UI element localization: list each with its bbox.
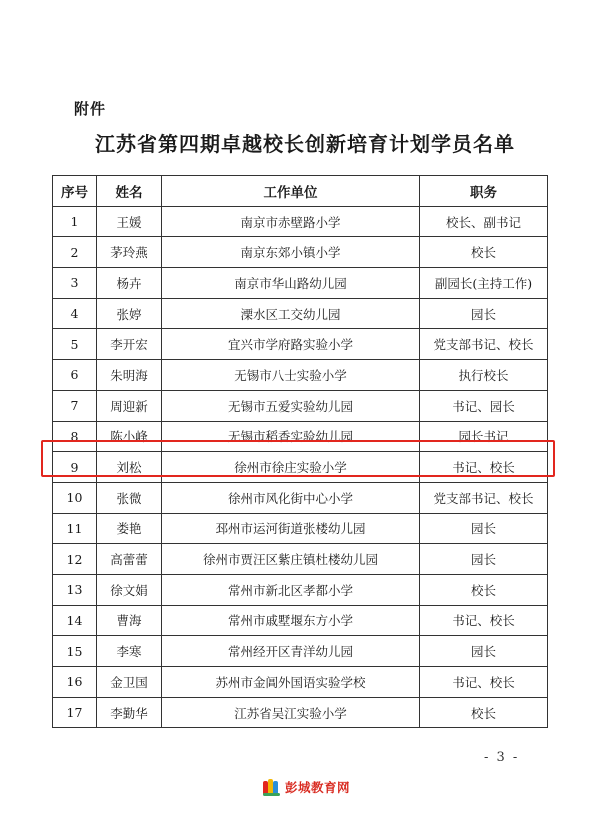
table-row <box>53 636 548 667</box>
column-header-post: 职务 <box>420 176 548 207</box>
cell-post: 副园长(主持工作) <box>420 268 548 299</box>
cell-no: 10 <box>53 482 97 513</box>
cell-name: 刘松 <box>97 452 162 483</box>
table-row <box>53 697 548 728</box>
cell-no: 16 <box>53 667 97 698</box>
cell-post: 书记、校长 <box>420 605 548 636</box>
table-row <box>53 268 548 299</box>
cell-unit: 徐州市风化街中心小学 <box>162 482 420 513</box>
cell-name: 金卫国 <box>97 667 162 698</box>
cell-name: 徐文娟 <box>97 574 162 605</box>
cell-post: 书记、园长 <box>420 390 548 421</box>
cell-name: 张婷 <box>97 298 162 329</box>
cell-unit: 徐州市徐庄实验小学 <box>162 452 420 483</box>
table-row <box>53 360 548 391</box>
cell-no: 14 <box>53 605 97 636</box>
cell-unit: 无锡市五爱实验幼儿园 <box>162 390 420 421</box>
cell-unit: 南京东郊小镇小学 <box>162 237 420 268</box>
highlight-box <box>41 440 555 477</box>
table-row <box>53 544 548 575</box>
cell-unit: 溧水区工交幼儿园 <box>162 298 420 329</box>
cell-no: 15 <box>53 636 97 667</box>
table-row <box>53 390 548 421</box>
cell-post: 党支部书记、校长 <box>420 482 548 513</box>
cell-name: 陈小峰 <box>97 421 162 452</box>
table-row <box>53 237 548 268</box>
column-header-name: 姓名 <box>97 176 162 207</box>
cell-unit: 南京市华山路幼儿园 <box>162 268 420 299</box>
cell-no: 8 <box>53 421 97 452</box>
cell-no: 1 <box>53 206 97 237</box>
cell-unit: 无锡市稻香实验幼儿园 <box>162 421 420 452</box>
cell-no: 12 <box>53 544 97 575</box>
books-logo-icon <box>263 778 281 796</box>
table-row <box>53 605 548 636</box>
watermark <box>263 777 350 797</box>
cell-name: 周迎新 <box>97 390 162 421</box>
cell-unit: 南京市赤壁路小学 <box>162 206 420 237</box>
cell-name: 茅玲燕 <box>97 237 162 268</box>
cell-unit: 苏州市金阊外国语实验学校 <box>162 667 420 698</box>
cell-post: 书记、校长 <box>420 667 548 698</box>
column-header-unit: 工作单位 <box>162 176 420 207</box>
document-title: 江苏省第四期卓越校长创新培育计划学员名单 <box>95 132 515 156</box>
cell-unit: 常州经开区青洋幼儿园 <box>162 636 420 667</box>
cell-unit: 邳州市运河街道张楼幼儿园 <box>162 513 420 544</box>
cell-unit: 无锡市八士实验小学 <box>162 360 420 391</box>
cell-post: 园长书记 <box>420 421 548 452</box>
cell-no: 9 <box>53 452 97 483</box>
attachment-label: 附件 <box>74 100 107 118</box>
cell-name: 高蕾蕾 <box>97 544 162 575</box>
cell-no: 13 <box>53 574 97 605</box>
cell-unit: 江苏省吴江实验小学 <box>162 697 420 728</box>
table-row <box>53 329 548 360</box>
table-row <box>53 574 548 605</box>
cell-unit: 常州市戚墅堰东方小学 <box>162 605 420 636</box>
cell-post: 校长、副书记 <box>420 206 548 237</box>
watermark-text: 彭城教育网 <box>285 780 351 795</box>
cell-post: 校长 <box>420 697 548 728</box>
cell-no: 7 <box>53 390 97 421</box>
cell-unit: 常州市新北区孝都小学 <box>162 574 420 605</box>
table-row <box>53 667 548 698</box>
cell-name: 杨卉 <box>97 268 162 299</box>
cell-post: 校长 <box>420 237 548 268</box>
cell-post: 校长 <box>420 574 548 605</box>
cell-post: 党支部书记、校长 <box>420 329 548 360</box>
cell-name: 李寒 <box>97 636 162 667</box>
cell-name: 娄艳 <box>97 513 162 544</box>
cell-unit: 徐州市贾汪区紫庄镇杜楼幼儿园 <box>162 544 420 575</box>
cell-post: 园长 <box>420 544 548 575</box>
cell-no: 4 <box>53 298 97 329</box>
cell-name: 朱明海 <box>97 360 162 391</box>
column-header-no: 序号 <box>53 176 97 207</box>
table-row <box>53 206 548 237</box>
table-row <box>53 513 548 544</box>
cell-no: 6 <box>53 360 97 391</box>
page-number: - 3 - <box>484 750 520 765</box>
cell-post: 书记、校长 <box>420 452 548 483</box>
table-row <box>53 298 548 329</box>
cell-post: 园长 <box>420 513 548 544</box>
cell-post: 执行校长 <box>420 360 548 391</box>
cell-name: 李开宏 <box>97 329 162 360</box>
cell-no: 11 <box>53 513 97 544</box>
cell-no: 2 <box>53 237 97 268</box>
cell-name: 李勤华 <box>97 697 162 728</box>
cell-post: 园长 <box>420 298 548 329</box>
cell-no: 5 <box>53 329 97 360</box>
cell-name: 王媛 <box>97 206 162 237</box>
cell-post: 园长 <box>420 636 548 667</box>
cell-name: 曹海 <box>97 605 162 636</box>
table-row <box>53 482 548 513</box>
table-header-row <box>53 176 548 207</box>
cell-name: 张微 <box>97 482 162 513</box>
cell-unit: 宜兴市学府路实验小学 <box>162 329 420 360</box>
cell-no: 3 <box>53 268 97 299</box>
cell-no: 17 <box>53 697 97 728</box>
